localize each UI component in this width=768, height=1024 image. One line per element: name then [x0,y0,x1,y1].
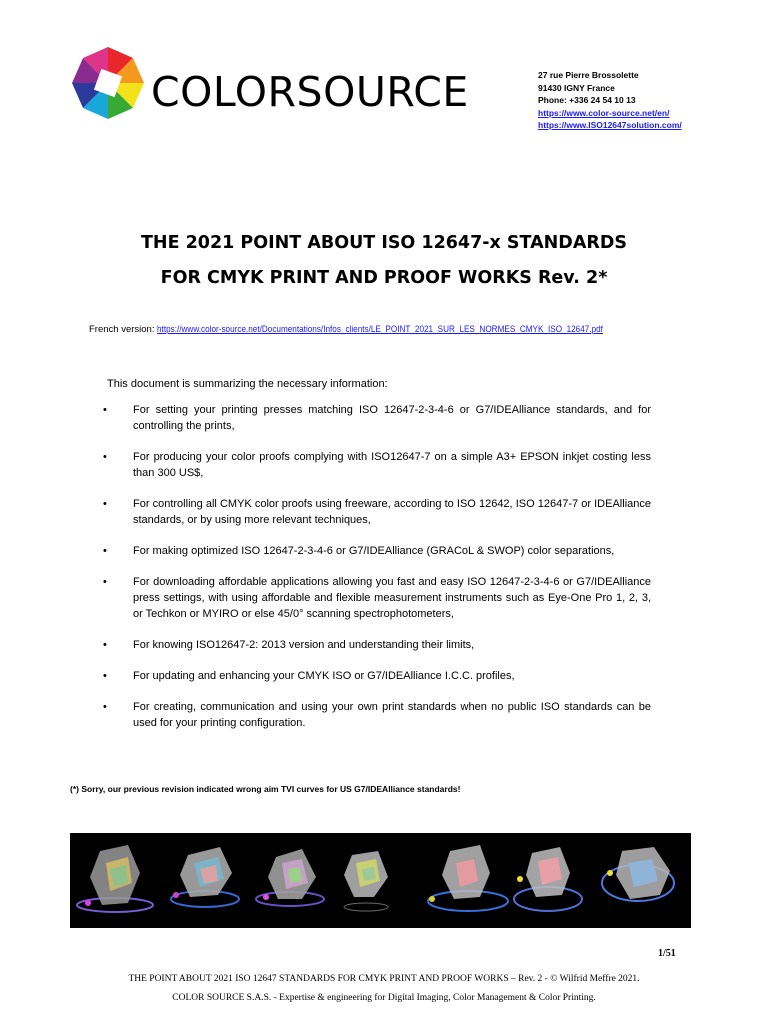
list-item-text: For creating, communication and using your own print standards when no public ISO standards can be used for your printing configuration. [133,701,651,729]
list-item-text: For producing your color proofs complying with ISO12647-7 on a simple A3+ EPSON inkjet costing less than 300 US$, [133,451,651,479]
bullet-icon: • [103,701,107,713]
bullet-icon: • [103,639,107,651]
list-item [103,699,651,731]
website-link-iso12647solution[interactable]: https://www.ISO12647solution.com/ [538,120,682,130]
website-link-colorsource[interactable]: https://www.color-source.net/en/ [538,107,670,118]
address-line-1: 27 rue Pierre Brossolette [538,70,639,80]
document-title-line-1: THE 2021 POINT ABOUT ISO 12647-x STANDARDS [141,233,627,253]
colorsource-logo-icon [70,45,146,121]
list-item [103,449,651,481]
list-item-text: For setting your printing presses matching ISO 12647-2-3-4-6 or G7/IDEAlliance standards, and for controlling the prints, [133,404,651,432]
bullet-icon: • [103,545,107,557]
feature-list [103,402,651,746]
list-item-text: For making optimized ISO 12647-2-3-4-6 or G7/IDEAlliance (GRACoL & SWOP) color separations, [133,545,615,557]
intro-text: This document is summarizing the necessary information: [107,378,388,390]
list-item-text: For updating and enhancing your CMYK ISO or G7/IDEAlliance I.C.C. profiles, [133,670,515,682]
bullet-icon: • [103,404,107,416]
list-item [103,637,651,653]
bullet-icon: • [103,498,107,510]
list-item [103,496,651,528]
page-number: 1/51 [658,948,676,959]
phone-number: Phone: +336 24 54 10 13 [538,95,636,105]
list-item [103,543,651,559]
bullet-icon: • [103,451,107,463]
bullet-icon: • [103,576,107,588]
address-line-2: 91430 IGNY France [538,82,615,93]
revision-note: (*) Sorry, our previous revision indicated wrong aim TVI curves for US G7/IDEAlliance standards! [70,784,461,794]
footer-line-2: COLOR SOURCE S.A.S. - Expertise & engineering for Digital Imaging, Color Management & Color Printing. [172,993,596,1003]
list-item-text: For knowing ISO12647-2: 2013 version and understanding their limits, [133,639,475,651]
bullet-icon: • [103,670,107,682]
document-title-line-2: FOR CMYK PRINT AND PROOF WORKS Rev. 2* [160,268,608,288]
contact-block [538,69,682,132]
footer-line-1: THE POINT ABOUT 2021 ISO 12647 STANDARDS FOR CMYK PRINT AND PROOF WORKS – Rev. 2 - © Wilfrid Meffre 2021. [128,974,640,984]
french-version-row [89,324,676,335]
list-item [103,574,651,622]
list-item [103,402,651,434]
list-item-text: For controlling all CMYK color proofs using freeware, according to ISO 12642, ISO 12647-7 or IDEAlliance standards, or by using more relevant techniques, [133,498,651,526]
gamut-banner-image [70,833,691,928]
french-version-link[interactable]: https://www.color-source.net/Documentations/Infos_clients/LE_POINT_2021_SUR_LES_NORMES_CMYK_ISO_12647.pdf [157,324,604,335]
list-item [103,668,651,684]
brand-name: COLORSOURCE [151,68,469,116]
french-version-label: French version: [89,324,158,335]
list-item-text: For downloading affordable applications allowing you fast and easy ISO 12647-2-3-4-6 or G7/IDEAlliance press settings, with using affordable and flexible measurement instruments such as Eye-One Pro 1, 2, 3, or Techkon or MYIRO or else 45/0° scanning spectrophotometers, [133,576,651,620]
